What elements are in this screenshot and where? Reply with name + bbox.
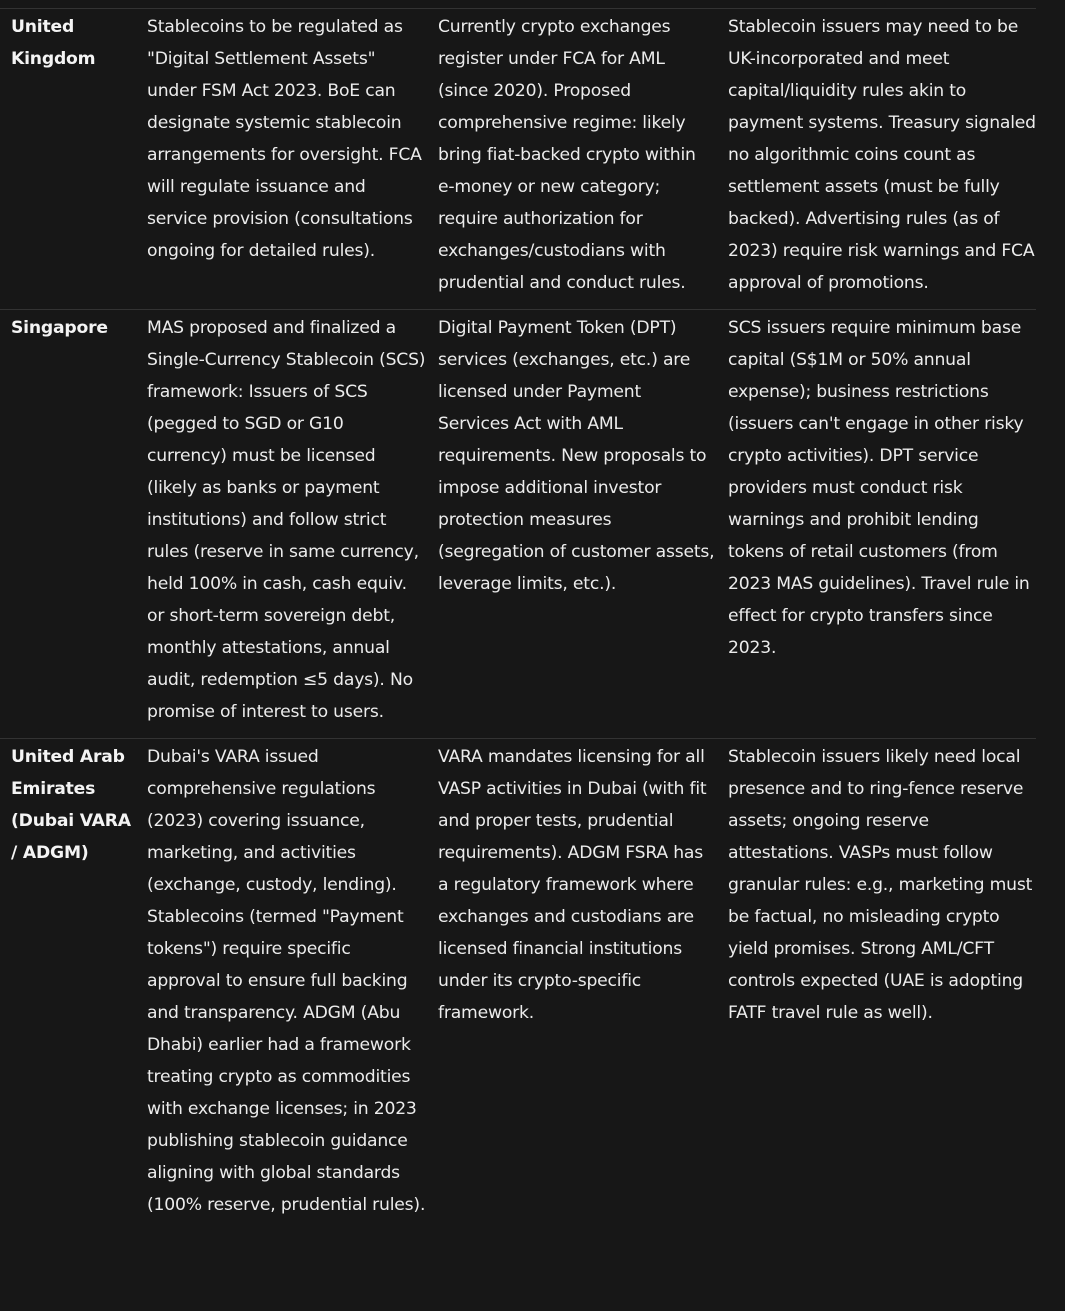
regulation-table — [0, 8, 1036, 1231]
table-row-singapore — [0, 309, 1036, 738]
exchange-regulation-cell: VARA mandates licensing for all VASP activities in Dubai (with fit and proper tests, prudential requirements). ADGM FSRA has a regulatory framework where exchanges and custodians are licensed financial institutions under its crypto-specific framework. — [438, 747, 707, 1023]
table-row-uae — [0, 738, 1036, 1231]
requirements-cell: Stablecoin issuers likely need local presence and to ring-fence reserve assets; ongoing reserve attestations. VASPs must follow granular rules: e.g., marketing must be factual, no misleading crypto yield promises. Strong AML/CFT controls expected (UAE is adopting FATF travel rule as well). — [728, 747, 1033, 1023]
table-row-united-kingdom — [0, 8, 1036, 309]
stablecoin-regulation-cell: MAS proposed and finalized a Single-Currency Stablecoin (SCS) framework: Issuers of SCS (pegged to SGD or G10 currency) must be licensed (likely as banks or payment institutions) and follow strict rules (reserve in same currency, held 100% in cash, cash equiv. or short-term sovereign debt, monthly attestations, annual audit, redemption ≤5 days). No promise of interest to users. — [147, 318, 426, 722]
country-cell: United Kingdom — [11, 17, 96, 69]
requirements-cell: Stablecoin issuers may need to be UK-incorporated and meet capital/liquidity rules akin to payment systems. Treasury signaled no algorithmic coins count as settlement assets (must be fully backed). Advertising rules (as of 2023) require risk warnings and FCA approval of promotions. — [728, 17, 1036, 293]
stablecoin-regulation-cell: Stablecoins to be regulated as "Digital Settlement Assets" under FSM Act 2023. BoE can designate systemic stablecoin arrangements for oversight. FCA will regulate issuance and service provision (consultations ongoing for detailed rules). — [147, 17, 422, 261]
stablecoin-regulation-cell: Dubai's VARA issued comprehensive regulations (2023) covering issuance, marketing, and activities (exchange, custody, lending). Stablecoins (termed "Payment tokens") require specific approval to ensure full backing and transparency. ADGM (Abu Dhabi) earlier had a framework treating crypto as commodities with exchange licenses; in 2023 publishing stablecoin guidance aligning with global standards (100% reserve, prudential rules). — [147, 747, 426, 1215]
requirements-cell: SCS issuers require minimum base capital (S$1M or 50% annual expense); business restrictions (issuers can't engage in other risky crypto activities). DPT service providers must conduct risk warnings and prohibit lending tokens of retail customers (from 2023 MAS guidelines). Travel rule in effect for crypto transfers since 2023. — [728, 318, 1030, 658]
country-cell: United Arab Emirates (Dubai VARA / ADGM) — [11, 747, 131, 863]
exchange-regulation-cell: Digital Payment Token (DPT) services (exchanges, etc.) are licensed under Payment Services Act with AML requirements. New proposals to impose additional investor protection measures (segregation of customer assets, leverage limits, etc.). — [438, 318, 715, 594]
country-cell: Singapore — [11, 318, 108, 338]
exchange-regulation-cell: Currently crypto exchanges register under FCA for AML (since 2020). Proposed comprehensive regime: likely bring fiat-backed crypto within e-money or new category; require authorization for exchanges/custodians with prudential and conduct rules. — [438, 17, 696, 293]
